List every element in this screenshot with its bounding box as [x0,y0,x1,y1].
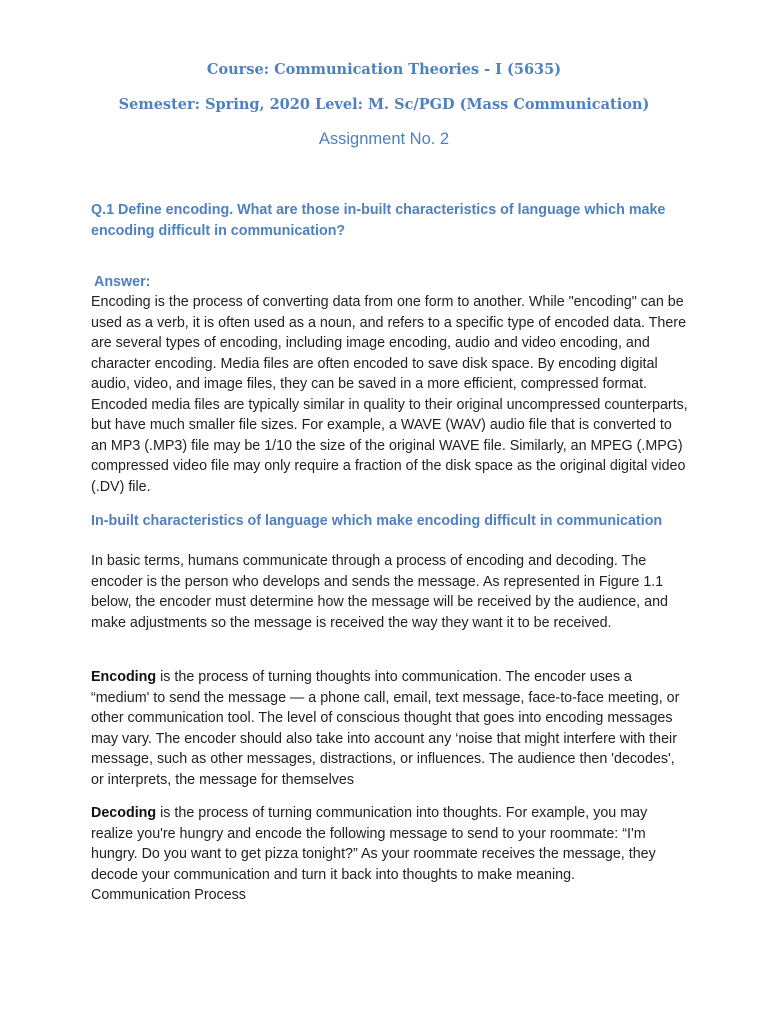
question-heading: Q.1 Define encoding. What are those in-built characteristics of language which make encoding difficult in communication? [91,202,666,239]
encoding-paragraph-text: is the process of turning thoughts into communication. The encoder uses a “medium' to send the message — a phone call, email, text message, face-to-face meeting, or other communication tool. The level of conscious thought that goes into encoding messages may vary. The encoder should also take into account any ‘noise that might interfere with their message, such as other messages, distractions, or influences. The audience then 'decodes', or interprets, the message for themselves [91,669,680,788]
section-subheading: In-built characteristics of language which make encoding difficult in communication [91,513,663,529]
answer-label: Answer: [94,274,151,290]
answer-paragraph-2: In basic terms, humans communicate through a process of encoding and decoding. The encoder is the person who develops and sends the message. As represented in Figure 1.1 below, the encoder must determine how the message will be received by the audience, and make adjustments so the message is received the way they want it to be received. [91,553,668,631]
encoding-paragraph [91,667,691,790]
communication-process-caption: Communication Process [91,887,246,903]
decoding-paragraph-text: is the process of turning communication into thoughts. For example, you may realize you're hungry and encode the following message to send to your roommate: “I'm hungry. Do you want to get pizza tonight?” As your roommate receives the message, they decode your communication and turn it back into thoughts to make meaning. [91,805,656,883]
decoding-term: Decoding [91,805,157,821]
decoding-paragraph [91,803,691,906]
course-title: Course: Communication Theories - I (5635) [206,61,562,78]
encoding-term: Encoding [91,669,157,685]
assignment-title: Assignment No. 2 [318,130,450,148]
semester-line: Semester: Spring, 2020 Level: M. Sc/PGD (Mass Communication) [118,96,650,113]
answer-paragraph-1: Encoding is the process of converting data from one form to another. While "encoding" can be used as a verb, it is often used as a noun, and refers to a specific type of encoded data. There are several types of encoding, including image encoding, audio and video encoding, and character encoding. Media files are often encoded to save disk space. By encoding digital audio, video, and image files, they can be saved in a more efficient, compressed format. Encoded media files are typically similar in quality to their original uncompressed counterparts, but have much smaller file sizes. For example, a WAVE (WAV) audio file that is converted to an MP3 (.MP3) file may be 1/10 the size of the original WAVE file. Similarly, an MPEG (.MPG) compressed video file may only require a fraction of the disk space as the original digital video (.DV) file. [91,294,688,495]
